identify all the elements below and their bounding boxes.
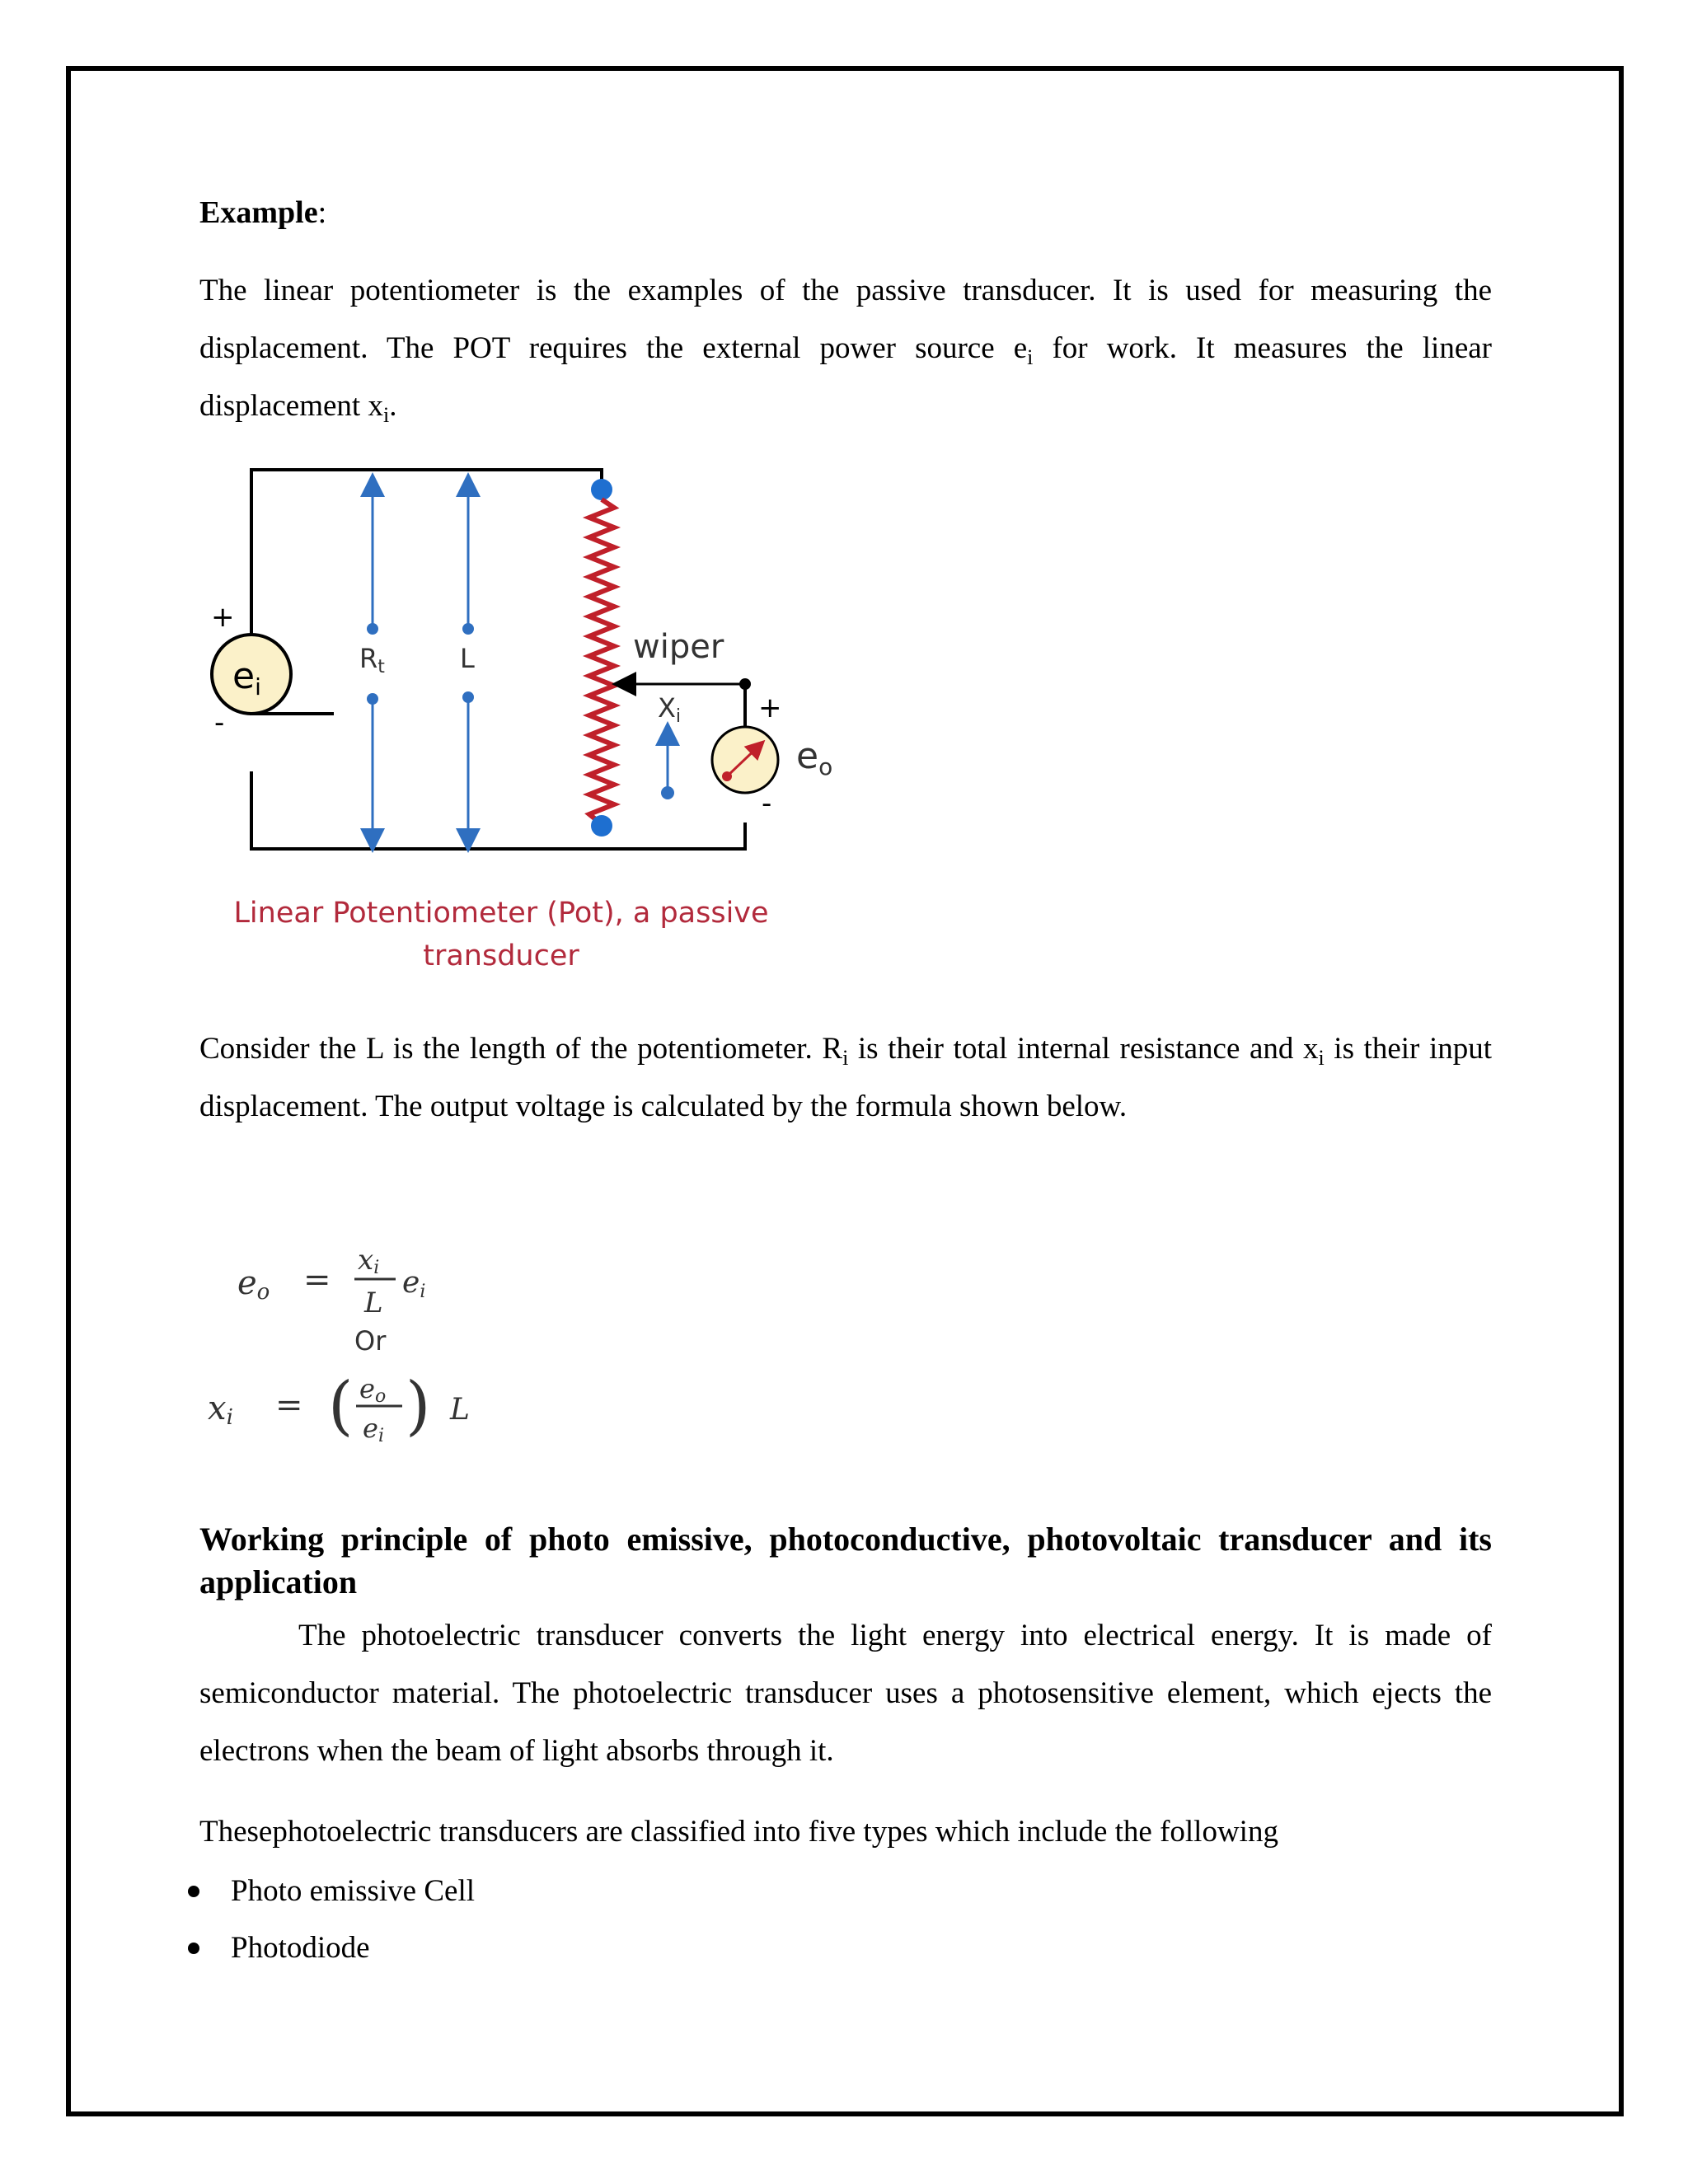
xi-label: Xi <box>658 692 682 727</box>
output-label: eo <box>796 735 833 780</box>
list-item: Photo emissive Cell <box>188 1863 475 1919</box>
formula-L-den: L <box>364 1286 383 1319</box>
circuit-svg <box>198 452 857 897</box>
rt-dot-top <box>367 623 378 635</box>
resistor-top-terminal <box>591 479 612 500</box>
diagram-caption: Linear Potentiometer (Pot), a passive transducer <box>233 897 769 972</box>
formula-eq1: = <box>303 1261 331 1299</box>
rt-label: Rt <box>359 643 385 677</box>
resistor-zigzag <box>589 499 614 824</box>
formula-or: Or <box>354 1325 387 1357</box>
meter-pivot <box>722 771 732 781</box>
formula-eq2: = <box>275 1386 303 1424</box>
classify-paragraph: Thesephotoelectric transducers are classified into five types which include the following <box>199 1815 1278 1849</box>
source-plus: + <box>211 601 235 634</box>
l-label: L <box>460 643 475 674</box>
output-plus: + <box>758 691 782 724</box>
output-minus: - <box>762 787 772 820</box>
wiper-node <box>739 678 751 690</box>
xi-dot <box>661 786 674 799</box>
example-heading: Example: <box>199 195 327 230</box>
bottom-wire <box>251 771 602 849</box>
output-wire <box>602 823 745 849</box>
formula-paren-open: ( <box>328 1369 354 1443</box>
resistor-bottom-terminal <box>591 815 612 837</box>
formula-svg <box>198 1236 544 1475</box>
formula-eo: eo <box>237 1264 270 1305</box>
formula-paren-close: ) <box>406 1369 431 1443</box>
source-label: ei <box>232 655 261 701</box>
formula-ei-den: ei <box>363 1413 384 1446</box>
top-wire <box>251 470 602 714</box>
formula-block <box>198 1236 544 1475</box>
intro-paragraph: The linear potentiometer is the examples of the passive transducer. It is used for measuring the displacement. The POT requires the external power source $e_i$ for work. It measures the linear displacement $x_i$. <box>199 274 1492 427</box>
consider-paragraph: Consider the L is the length of the potentiometer. $R_i$ is their total internal resistance and $x_i$ is their input displacement. The output voltage is calculated by the formula shown below. <box>199 1032 1493 1123</box>
formula-L: L <box>450 1393 470 1427</box>
type-list <box>188 1863 475 1976</box>
wiper-label: wiper <box>633 628 724 666</box>
l-dot-top <box>462 623 474 635</box>
list-item: Photodiode <box>188 1919 475 1976</box>
photo-paragraph: The photoelectric transducer converts the light energy into electrical energy. It is made of semiconductor material. The photoelectric transducer uses a photosensitive element, which ejects the electrons when the beam of light absorbs through it. <box>199 1619 1492 1768</box>
formula-ei: ei <box>402 1266 426 1302</box>
formula-eo-num: eo <box>359 1373 387 1407</box>
bullet-icon <box>188 1886 199 1897</box>
formula-xi: xi <box>208 1390 233 1430</box>
bullet-icon <box>188 1943 199 1954</box>
section-heading: Working principle of photo emissive, photoconductive, photovoltaic transducer and its application <box>199 1521 1492 1601</box>
source-minus: - <box>214 706 225 739</box>
formula-xi-num: xi <box>358 1244 380 1278</box>
